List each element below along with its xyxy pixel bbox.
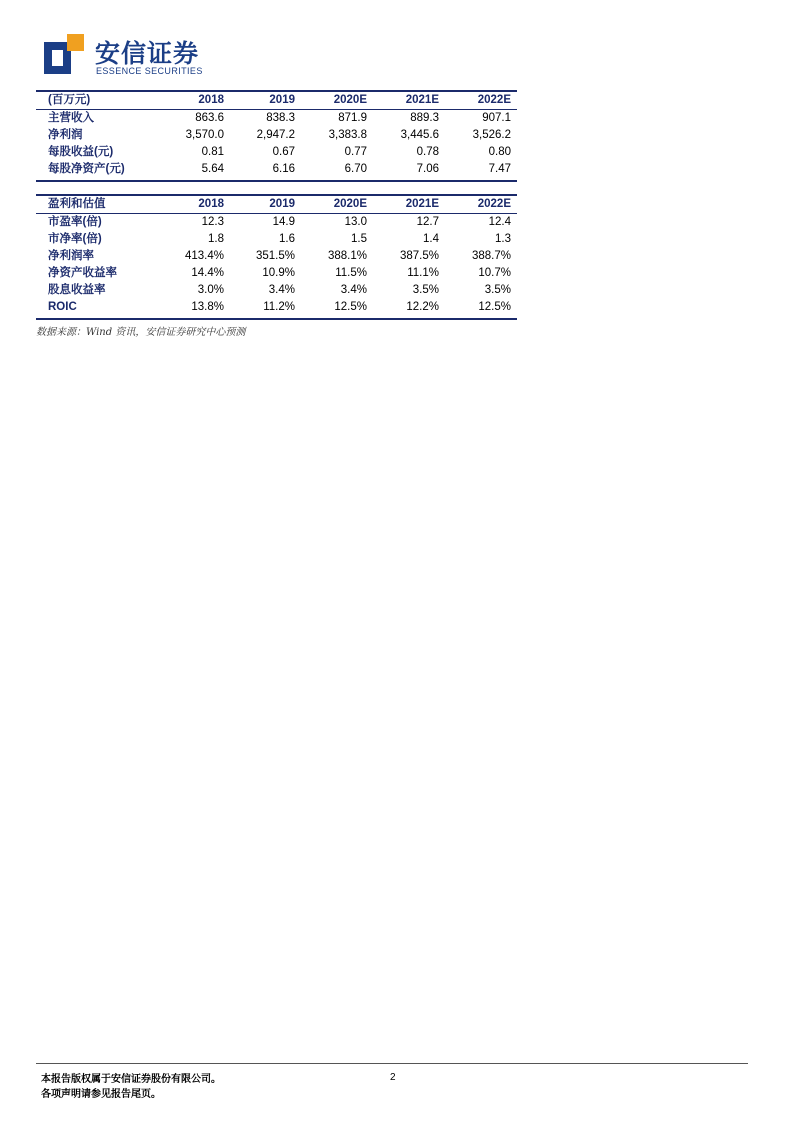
table-row: [36, 214, 517, 231]
table-cell: 388.7%: [471, 250, 511, 262]
header-year: 2021E: [405, 198, 439, 210]
table-cell: 907.1: [482, 112, 511, 124]
table-row: [36, 248, 517, 265]
table-cell: 12.2%: [406, 301, 439, 313]
table-cell: 1.8: [208, 233, 224, 245]
logo-name-cn: 安信证券: [95, 40, 200, 68]
table-cell: 12.4: [488, 216, 511, 228]
table-cell: 7.06: [416, 163, 439, 175]
row-label: 净利润率: [48, 250, 94, 262]
table-cell: 3.0%: [197, 284, 224, 296]
table-row: [36, 231, 517, 248]
table-row: [36, 282, 517, 299]
table-row: [36, 127, 517, 144]
table-cell: 12.5%: [478, 301, 511, 313]
table-cell: 0.77: [344, 146, 367, 158]
page-number: 2: [390, 1072, 396, 1083]
table-cell: 1.5: [351, 233, 367, 245]
table-cell: 13.0: [344, 216, 367, 228]
table-cell: 1.4: [423, 233, 439, 245]
header-label: (百万元): [48, 94, 91, 106]
table-cell: 2,947.2: [256, 129, 295, 141]
table-cell: 3.4%: [340, 284, 367, 296]
table-cell: 863.6: [195, 112, 224, 124]
table-cell: 11.1%: [407, 267, 439, 279]
header-year: 2019: [269, 94, 295, 106]
header-year: 2022E: [477, 198, 511, 210]
table-cell: 871.9: [338, 112, 367, 124]
header-year: 2019: [269, 198, 295, 210]
row-label: 市净率(倍): [48, 233, 102, 245]
table-cell: 12.5%: [334, 301, 367, 313]
header-year: 2018: [198, 94, 224, 106]
header-year: 2018: [198, 198, 224, 210]
table-cell: 10.9%: [262, 267, 295, 279]
table-cell: 7.47: [488, 163, 511, 175]
footer-disclaimer-note: 各项声明请参见报告尾页。: [41, 1089, 161, 1100]
footer-divider: [36, 1063, 748, 1064]
row-label: 市盈率(倍): [48, 216, 102, 228]
data-source-note: 数据来源：Wind 资讯，安信证券研究中心预测: [36, 327, 246, 338]
table-cell: 3.4%: [268, 284, 295, 296]
table-cell: 5.64: [201, 163, 224, 175]
table-cell: 0.80: [488, 146, 511, 158]
table-cell: 0.67: [272, 146, 295, 158]
table-cell: 11.5%: [335, 267, 367, 279]
table-cell: 388.1%: [327, 250, 367, 262]
table-cell: 1.6: [279, 233, 295, 245]
table-row: [36, 110, 517, 127]
table-row: [36, 299, 517, 316]
table-cell: 387.5%: [399, 250, 439, 262]
table-cell: 3,570.0: [185, 129, 224, 141]
table-row: [36, 144, 517, 161]
table-header: [36, 92, 517, 109]
table-cell: 351.5%: [255, 250, 295, 262]
row-label: 净利润: [48, 129, 83, 141]
table-cell: 14.4%: [191, 267, 224, 279]
row-label: 每股收益(元): [48, 146, 114, 158]
table-cell: 3.5%: [484, 284, 511, 296]
financial-summary-table: [36, 90, 517, 178]
row-label: 每股净资产(元): [48, 163, 125, 175]
table-cell: 14.9: [272, 216, 295, 228]
table-cell: 3,383.8: [328, 129, 367, 141]
logo-name-en: ESSENCE SECURITIES: [96, 66, 203, 76]
header-year: 2020E: [333, 198, 367, 210]
header-year: 2022E: [477, 94, 511, 106]
table-cell: 12.3: [201, 216, 224, 228]
table-header: [36, 196, 517, 213]
table-cell: 3.5%: [412, 284, 439, 296]
row-label: 主营收入: [48, 112, 94, 124]
row-label: 净资产收益率: [48, 267, 117, 279]
table-cell: 0.78: [416, 146, 439, 158]
table-cell: 3,445.6: [400, 129, 439, 141]
table-row: [36, 265, 517, 282]
table-cell: 0.81: [201, 146, 224, 158]
table-row: [36, 161, 517, 178]
table-cell: 6.16: [272, 163, 295, 175]
table-cell: 6.70: [344, 163, 367, 175]
table-cell: 838.3: [266, 112, 295, 124]
table-cell: 1.3: [495, 233, 511, 245]
header-label: 盈利和估值: [48, 198, 106, 210]
table-cell: 12.7: [416, 216, 439, 228]
table-cell: 10.7%: [478, 267, 511, 279]
table-cell: 413.4%: [184, 250, 224, 262]
table-cell: 13.8%: [191, 301, 224, 313]
table-cell: 11.2%: [263, 301, 295, 313]
header-year: 2020E: [333, 94, 367, 106]
table-cell: 889.3: [410, 112, 439, 124]
footer-copyright: 本报告版权属于安信证券股份有限公司。: [41, 1074, 221, 1085]
valuation-table: [36, 194, 517, 316]
row-label: ROIC: [48, 301, 77, 313]
logo: [44, 32, 214, 78]
header-year: 2021E: [405, 94, 439, 106]
table-cell: 3,526.2: [472, 129, 511, 141]
logo-mark-icon: [44, 34, 84, 74]
row-label: 股息收益率: [48, 284, 106, 296]
